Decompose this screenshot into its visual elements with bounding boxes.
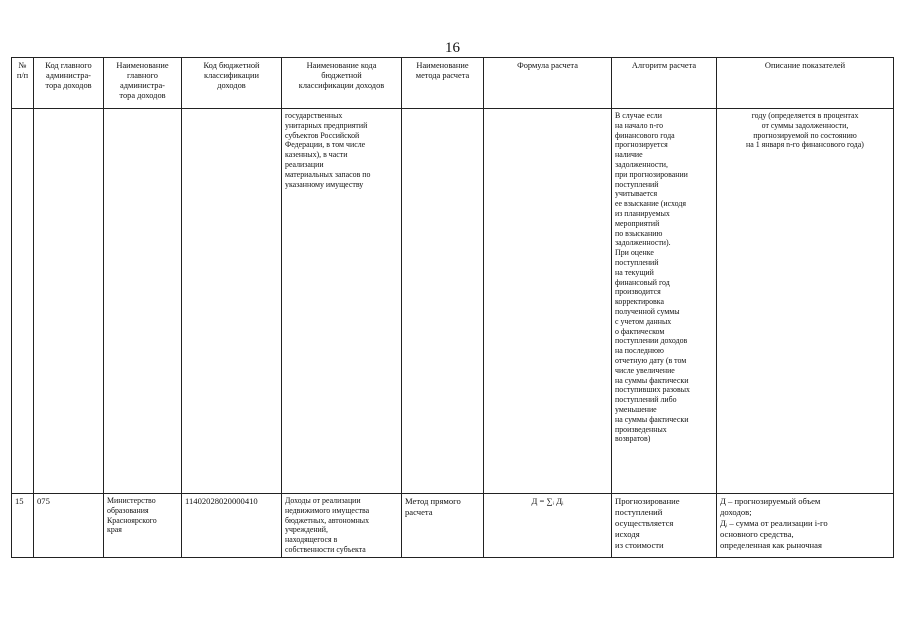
- header-text-line: доходов: [217, 81, 246, 90]
- text-line: из стоимости: [615, 540, 664, 550]
- text-line: государственных: [285, 111, 343, 120]
- text-line: с учетом данных: [615, 316, 672, 326]
- text-line: субъектов Российской: [285, 130, 360, 140]
- text-line: указанному имуществу: [285, 179, 364, 189]
- header-cell-4: [182, 58, 282, 109]
- cell-admin-name: [104, 109, 182, 494]
- text-line: находящегося в: [285, 535, 338, 545]
- text-line: расчета: [405, 507, 433, 517]
- text-line: В случае если: [615, 111, 662, 120]
- text-line: о фактическом: [615, 326, 665, 336]
- cell-admin-code: [34, 109, 104, 494]
- header-text-line: Описание показателей: [764, 61, 846, 70]
- cell-num: [12, 109, 34, 494]
- header-text-line: тора доходов: [119, 91, 166, 100]
- table-header-row: [12, 58, 894, 109]
- header-text-line: тора доходов: [45, 81, 92, 90]
- text-line: задолженности).: [615, 238, 671, 248]
- text-line: осуществляется: [615, 518, 674, 528]
- text-line: поступлений: [615, 257, 659, 267]
- text-line: Дᵢ – сумма от реализации i-го: [720, 518, 828, 528]
- text-line: на последнюю: [615, 346, 664, 356]
- text-line: края: [107, 525, 122, 535]
- cell-formula: Д = ∑ᵢ Дᵢ: [484, 494, 612, 558]
- text-line: бюджетных, автономных: [285, 515, 370, 525]
- text-line: отчетную дату (в том: [615, 355, 687, 365]
- header-text-line: главного: [127, 71, 158, 80]
- text-line: Федерации, в том числе: [285, 140, 366, 150]
- cell-description: [717, 494, 894, 558]
- text-line: прогнозируется: [615, 140, 668, 150]
- header-text-line: бюджетной: [321, 71, 362, 80]
- header-text-line: Код бюджетной: [203, 61, 260, 70]
- text-line: финансового года: [615, 130, 675, 140]
- text-line: поступлении доходов: [615, 336, 688, 346]
- income-forecast-table: [11, 57, 894, 558]
- cell-method: [402, 494, 484, 558]
- text-line: образования: [107, 505, 149, 515]
- text-line: поступлений: [615, 507, 663, 517]
- header-text-line: Код главного: [45, 61, 92, 70]
- text-line: мероприятий: [615, 218, 660, 228]
- text-line: При оценке: [615, 248, 654, 258]
- text-line: ее взыскание (исходя: [615, 199, 687, 209]
- text-line: на текущий: [615, 267, 654, 277]
- header-text-line: классификации доходов: [298, 81, 385, 90]
- text-line: поступлений либо: [615, 395, 677, 405]
- text-line: производится: [615, 287, 661, 297]
- page-number: 16: [445, 40, 460, 56]
- header-cell-1: [12, 58, 34, 109]
- text-line: определенная как рыночная: [720, 540, 822, 550]
- header-text-line: метода расчета: [415, 71, 470, 80]
- text-line: Д – прогнозируемый объем: [720, 496, 821, 506]
- text-line: возвратов): [615, 434, 651, 444]
- text-line: доходов;: [720, 507, 752, 517]
- header-cell-8: [612, 58, 717, 109]
- header-cell-2: [34, 58, 104, 109]
- text-line: унитарных предприятий: [285, 120, 368, 130]
- header-text-line: Наименование: [416, 61, 469, 70]
- text-line: Доходы от реализации: [285, 496, 361, 505]
- text-line: на 1 января n-го финансового года): [746, 140, 864, 150]
- text-line: уменьшение: [615, 404, 657, 414]
- text-line: основного средства,: [720, 529, 794, 539]
- text-line: на суммы фактически: [615, 375, 689, 385]
- text-line: произведенных: [615, 424, 667, 434]
- cell-algorithm: [612, 109, 717, 494]
- text-line: материальных запасов по: [285, 169, 371, 179]
- text-line: казенных), в части: [285, 150, 348, 160]
- text-line: Министерство: [107, 496, 156, 505]
- text-line: Метод прямого: [405, 496, 461, 506]
- cell-admin-code: 075: [34, 494, 104, 558]
- cell-income-name: [282, 494, 402, 558]
- header-cell-9: [717, 58, 894, 109]
- header-text-line: Наименование: [116, 61, 169, 70]
- text-line: реализации: [285, 159, 324, 169]
- header-cell-3: [104, 58, 182, 109]
- text-line: учреждений,: [285, 525, 328, 535]
- text-line: наличие: [615, 150, 643, 160]
- text-line: полученной суммы: [615, 306, 680, 316]
- cell-income-name: [282, 109, 402, 494]
- header-text-line: Наименование кода: [306, 61, 377, 70]
- header-text-line: администра-: [46, 71, 91, 80]
- text-line: при прогнозировании: [615, 169, 688, 179]
- table-row-continuation: [12, 109, 894, 494]
- text-line: корректировка: [615, 297, 665, 307]
- header-cell-7: [484, 58, 612, 109]
- text-line: собственности субъекта: [285, 544, 366, 554]
- text-line: от суммы задолженности,: [761, 120, 849, 130]
- text-line: по взысканию: [615, 228, 663, 238]
- text-line: на начало n-го: [615, 120, 664, 130]
- text-line: исходя: [615, 529, 640, 539]
- header-text-line: Алгоритм расчета: [631, 61, 697, 70]
- text-line: задолженности,: [615, 159, 668, 169]
- table-row-15: [12, 494, 894, 558]
- cell-algorithm: [612, 494, 717, 558]
- cell-formula: [484, 109, 612, 494]
- header-text-line: администра-: [120, 81, 165, 90]
- text-line: из планируемых: [615, 208, 670, 218]
- text-line: Прогнозирование: [615, 496, 680, 506]
- header-text-line: Формула расчета: [517, 61, 578, 70]
- cell-admin-name: [104, 494, 182, 558]
- text-line: числе увеличение: [615, 365, 675, 375]
- text-line: году (определяется в процентах: [751, 111, 859, 120]
- cell-kbk: [182, 109, 282, 494]
- text-line: недвижимого имущества: [285, 505, 370, 515]
- header-cell-5: [282, 58, 402, 109]
- text-line: на суммы фактически: [615, 414, 689, 424]
- cell-kbk: 11402028020000410: [182, 494, 282, 558]
- cell-description: [717, 109, 894, 494]
- text-line: поступивших разовых: [615, 385, 690, 395]
- text-line: учитывается: [615, 189, 658, 199]
- text-line: прогнозируемой по состоянию: [753, 130, 857, 140]
- text-line: поступлений: [615, 179, 659, 189]
- cell-num: 15: [12, 494, 34, 558]
- header-cell-6: [402, 58, 484, 109]
- header-text-line: №: [18, 61, 27, 70]
- text-line: финансовый год: [615, 277, 670, 287]
- text-line: Красноярского: [107, 515, 157, 525]
- cell-method: [402, 109, 484, 494]
- header-text-line: п/п: [16, 71, 29, 80]
- header-text-line: классификации: [204, 71, 259, 80]
